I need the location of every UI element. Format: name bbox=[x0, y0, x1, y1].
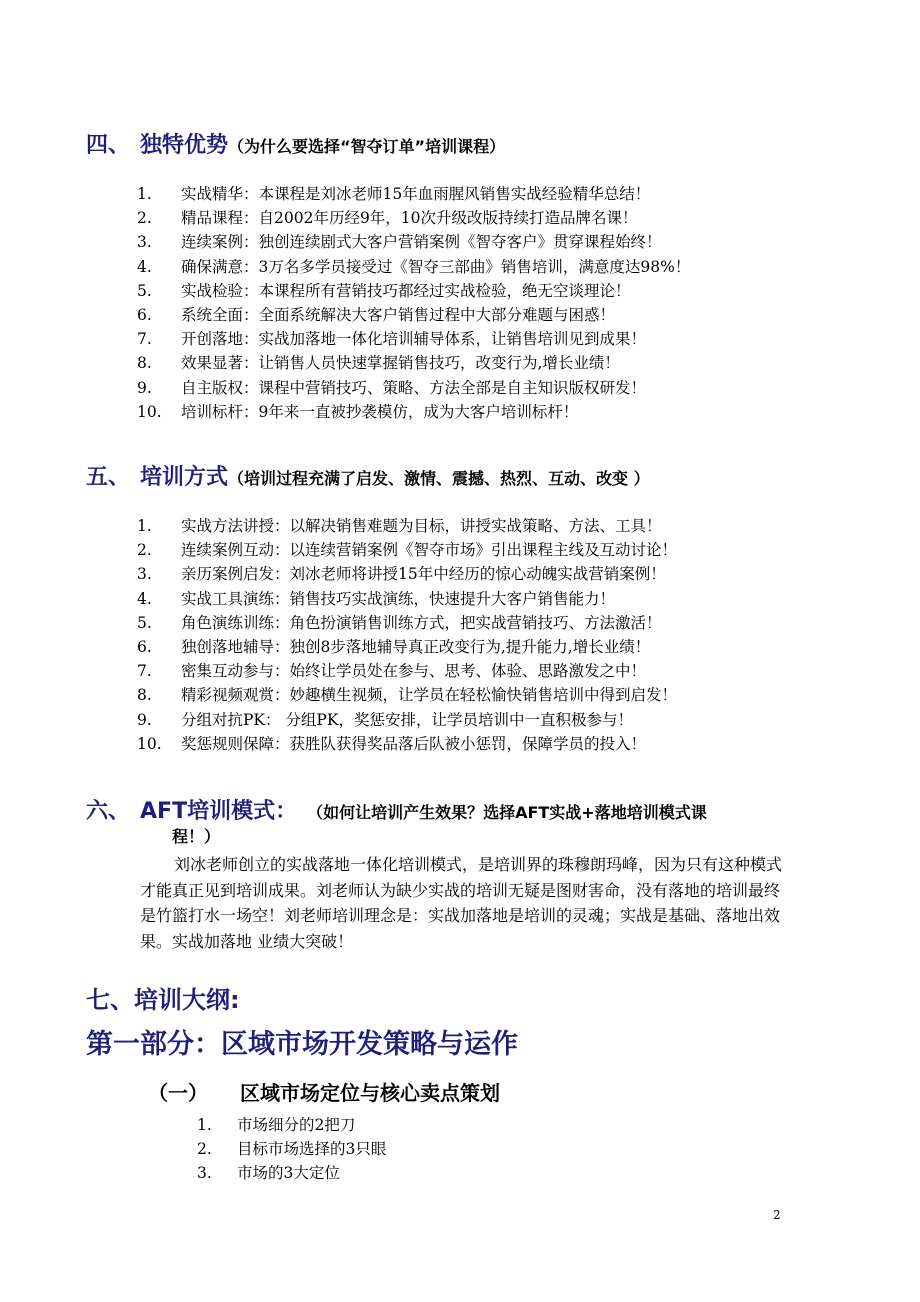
list-item bbox=[137, 587, 677, 611]
item-number: 9. bbox=[137, 710, 152, 729]
item-number: 4. bbox=[137, 589, 152, 608]
item-text: 奖惩规则保障：获胜队获得奖品落后队被小惩罚，保障学员的投入！ bbox=[181, 734, 647, 753]
section-subtitle: （为什么要选择“智夺订单”培训课程） bbox=[228, 137, 506, 156]
section-5-heading bbox=[86, 460, 650, 491]
list-item bbox=[197, 1113, 386, 1137]
item-text: 密集互动参与：始终让学员处在参与、思考、体验、思路激发之中！ bbox=[181, 662, 647, 681]
item-text: 精品课程：自2002年历经9年，10次升级改版持续打造品牌名课！ bbox=[181, 209, 638, 228]
item-text: 培训标杆：9年来一直被抄袭模仿，成为大客户培训标杆！ bbox=[181, 402, 579, 421]
item-number: 2. bbox=[137, 209, 152, 228]
list-item bbox=[137, 732, 677, 756]
section-4-heading bbox=[86, 128, 505, 159]
section-title: AFT培训模式： bbox=[140, 799, 298, 824]
item-number: 10. bbox=[137, 402, 162, 421]
section-number: 五、 bbox=[86, 465, 131, 490]
item-text: 自主版权：课程中营销技巧、策略、方法全部是自主知识版权研发！ bbox=[181, 378, 647, 397]
advantages-list bbox=[137, 182, 690, 424]
item-number: 1. bbox=[137, 185, 152, 203]
item-text: 市场细分的2把刀 bbox=[237, 1116, 356, 1134]
item-text: 开创落地：实战加落地一体化培训辅导体系，让销售培训见到成果！ bbox=[181, 330, 647, 349]
item-text: 独创落地辅导：独创8步落地辅导真正改变行为,提升能力,增长业绩！ bbox=[181, 637, 651, 656]
list-item bbox=[197, 1137, 386, 1161]
section-subtitle: （如何让培训产生效果？选择AFT实战+落地培训模式课 bbox=[315, 803, 707, 822]
list-item bbox=[137, 514, 677, 538]
section-subtitle: （培训过程充满了启发、激情、震撼、热烈、互动、改变 ） bbox=[228, 469, 650, 488]
section-number: 六、 bbox=[86, 799, 131, 824]
item-text: 连续案例：独创连续剧式大客户营销案例《智夺客户》贯穿课程始终！ bbox=[181, 233, 662, 252]
list-item bbox=[137, 400, 690, 424]
item-number: 3. bbox=[137, 233, 152, 252]
item-text: 连续案例互动：以连续营销案例《智夺市场》引出课程主线及互动讨论！ bbox=[181, 541, 678, 560]
item-number: 6. bbox=[137, 637, 152, 656]
aft-paragraph: 刘冰老师创立的实战落地一体化培训模式，是培训界的珠穆朗玛峰，因为只有这种模式才能真正见到培训成果。刘老师认为缺少实战的培训无疑是图财害命，没有落地的培训最终是竹篮打水一场空！刘老师培训理念是：实战加落地是培训的灵魂；实战是基础、落地出效果。实战加落地 业绩大突破！ bbox=[140, 855, 783, 951]
list-item bbox=[137, 206, 690, 230]
item-text: 分组对抗PK： 分组PK，奖惩安排，让学员培训中一直积极参与！ bbox=[181, 710, 633, 729]
item-number: 3. bbox=[197, 1164, 212, 1182]
item-text: 系统全面：全面系统解决大客户销售过程中大部分难题与困惑！ bbox=[181, 305, 616, 324]
part-1-subheading bbox=[148, 1077, 500, 1106]
item-number: 5. bbox=[137, 281, 152, 300]
section-6-heading bbox=[86, 794, 707, 825]
list-item bbox=[137, 635, 677, 659]
item-number: 1. bbox=[137, 517, 152, 535]
training-methods-list bbox=[137, 514, 677, 756]
item-number: 5. bbox=[137, 613, 152, 632]
item-number: 1. bbox=[197, 1116, 212, 1134]
item-text: 实战工具演练：销售技巧实战演练，快速提升大客户销售能力！ bbox=[181, 589, 616, 608]
list-item bbox=[137, 255, 690, 279]
list-item bbox=[137, 303, 690, 327]
item-text: 实战精华：本课程是刘冰老师15年血雨腥风销售实战经验精华总结！ bbox=[181, 185, 651, 203]
section-number: 四、 bbox=[86, 133, 131, 158]
list-item bbox=[137, 611, 677, 635]
part-1-list bbox=[197, 1113, 386, 1185]
list-item bbox=[137, 351, 690, 375]
item-text: 精彩视频观赏：妙趣横生视频，让学员在轻松愉快销售培训中得到启发！ bbox=[181, 686, 678, 705]
item-text: 实战方法讲授：以解决销售难题为目标，讲授实战策略、方法、工具！ bbox=[181, 517, 662, 535]
item-text: 目标市场选择的3只眼 bbox=[237, 1140, 387, 1158]
list-item bbox=[137, 279, 690, 303]
item-number: 4. bbox=[137, 257, 152, 276]
subheading-title: 区域市场定位与核心卖点策划 bbox=[240, 1081, 500, 1105]
item-number: 7. bbox=[137, 662, 152, 681]
list-item bbox=[197, 1161, 386, 1185]
item-text: 市场的3大定位 bbox=[237, 1164, 340, 1182]
item-text: 确保满意：3万名多学员接受过《智夺三部曲》销售培训，满意度达98%！ bbox=[181, 257, 691, 276]
section-7-heading: 七、培训大纲: bbox=[86, 986, 240, 1014]
item-text: 亲历案例启发：刘冰老师将讲授15年中经历的惊心动魄实战营销案例！ bbox=[181, 565, 666, 584]
list-item bbox=[137, 562, 677, 586]
section-title: 培训方式 bbox=[140, 465, 229, 490]
item-number: 8. bbox=[137, 686, 152, 705]
subheading-tag: （一） bbox=[148, 1081, 208, 1105]
section-subtitle-cont: 程！） bbox=[172, 827, 221, 846]
item-number: 6. bbox=[137, 305, 152, 324]
item-number: 10. bbox=[137, 734, 162, 753]
item-number: 8. bbox=[137, 354, 152, 373]
list-item bbox=[137, 230, 690, 254]
item-text: 角色演练训练：角色扮演销售训练方式，把实战营销技巧、方法激活！ bbox=[181, 613, 662, 632]
list-item bbox=[137, 182, 690, 206]
item-number: 9. bbox=[137, 378, 152, 397]
page-number: 2 bbox=[773, 1208, 781, 1222]
section-title: 独特优势 bbox=[140, 133, 229, 158]
list-item bbox=[137, 376, 690, 400]
item-number: 2. bbox=[137, 541, 152, 560]
list-item bbox=[137, 327, 690, 351]
item-text: 效果显著：让销售人员快速掌握销售技巧，改变行为,增长业绩！ bbox=[181, 354, 620, 373]
list-item bbox=[137, 708, 677, 732]
section-subtitle-continued bbox=[172, 824, 220, 847]
list-item bbox=[137, 538, 677, 562]
item-number: 7. bbox=[137, 330, 152, 349]
item-text: 实战检验：本课程所有营销技巧都经过实战检验，绝无空谈理论！ bbox=[181, 281, 631, 300]
part-1-title: 第一部分：区域市场开发策略与运作 bbox=[86, 1029, 518, 1060]
item-number: 3. bbox=[137, 565, 152, 584]
list-item bbox=[137, 683, 677, 707]
item-number: 2. bbox=[197, 1140, 212, 1158]
list-item bbox=[137, 659, 677, 683]
